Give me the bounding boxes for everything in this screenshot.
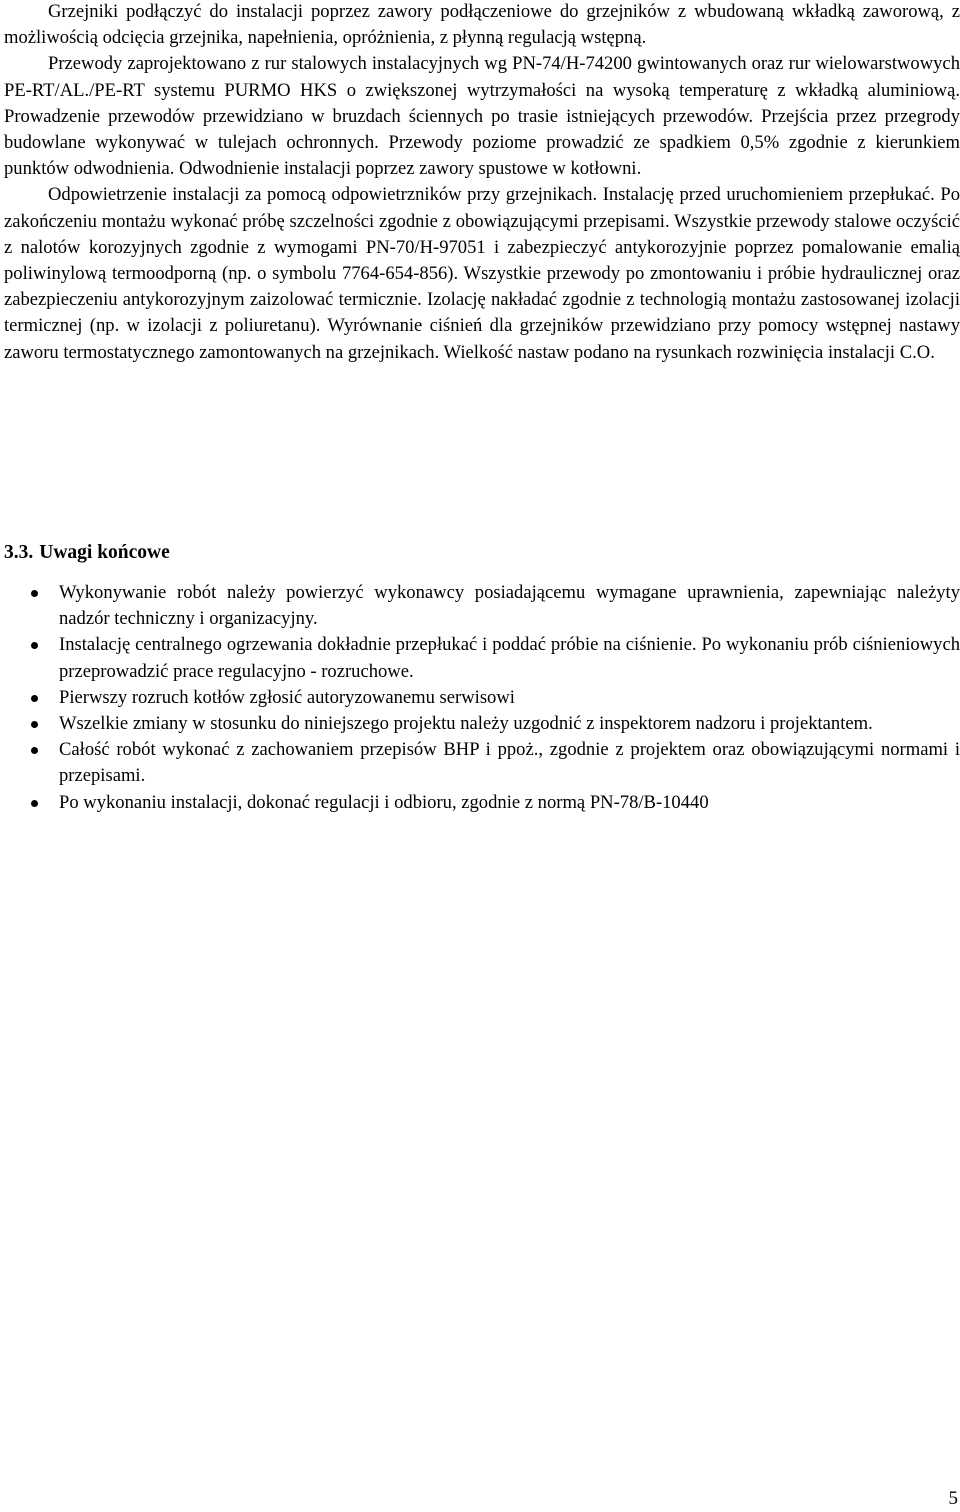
paragraph-piping: Przewody zaprojektowano z rur stalowych instalacyjnych wg PN-74/H-74200 gwintowanych oraz rur wielowarstwowych PE-RT/AL./PE-RT systemu PURMO HKS o zwiększonej wytrzymałości na wysoką temperaturę z wkładką aluminiową. Prowadzenie przewodów przewidziano w bruzdach ściennych po trasie istniejących przewodów. Przejścia przez przegrody budowlane wykonywać w tulejach ochronnych. Przewody poziome prowadzić ze spadkiem 0,5% zgodnie z kierunkiem punktów odwodnienia. Odwodnienie instalacji poprzez zawory spustowe w kotłowni.	[4, 53, 960, 180]
list-item	[4, 685, 960, 711]
bullet-icon	[31, 642, 38, 649]
list-item	[4, 632, 960, 684]
final-remarks-list	[4, 580, 960, 816]
bullet-icon	[31, 695, 38, 702]
list-item	[4, 737, 960, 789]
section-heading	[4, 540, 170, 566]
bullet-icon	[31, 747, 38, 754]
document-page	[4, 0, 958, 1512]
page-number: 5	[948, 1488, 958, 1509]
list-item	[4, 711, 960, 737]
list-item-text: Pierwszy rozruch kotłów zgłosić autoryzowanemu serwisowi	[59, 686, 515, 708]
list-item-text: Wszelkie zmiany w stosunku do niniejszego projektu należy uzgodnić z inspektorem nadzoru i projektantem.	[59, 713, 873, 735]
list-item-text: Wykonywanie robót należy powierzyć wykonawcy posiadającemu wymagane uprawnienia, zapewniając należyty nadzór techniczny i organizacyjny.	[59, 582, 960, 630]
list-item-text: Instalację centralnego ogrzewania dokładnie przepłukać i poddać próbie na ciśnienie. Po wykonaniu prób ciśnieniowych przeprowadzić prace regulacyjno - rozruchowe.	[59, 634, 960, 682]
section-title: Uwagi końcowe	[39, 542, 170, 563]
paragraph-radiator-connection: Grzejniki podłączyć do instalacji poprzez zawory podłączeniowe do grzejników z wbudowaną wkładką zaworową, z możliwością odcięcia grzejnika, napełnienia, opróżnienia, z płynną regulacją wstępną.	[4, 1, 960, 49]
body-paragraphs	[4, 0, 960, 366]
bullet-icon	[31, 721, 38, 728]
list-item-text: Po wykonaniu instalacji, dokonać regulacji i odbioru, zgodnie z normą PN-78/B-10440	[59, 791, 709, 813]
paragraph-venting-insulation: Odpowietrzenie instalacji za pomocą odpowietrzników przy grzejnikach. Instalację przed uruchomieniem przepłukać. Po zakończeniu montażu wykonać próbę szczelności zgodnie z obowiązującymi przepisami. Wszystkie przewody stalowe oczyścić z nalotów korozyjnych zgodnie z wymogami PN-70/H-97051 i zabezpieczyć antykorozyjnie poprzez pomalowanie emalią poliwinylową termoodporną (np. o symbolu 7764-654-856). Wszystkie przewody po zmontowaniu i próbie hydraulicznej oraz zabezpieczeniu antykorozyjnym zaizolować termicznie. Izolację nakładać zgodnie z technologią montażu zastosowanej izolacji termicznej (np. w izolacji z poliuretanu). Wyrównanie ciśnień dla grzejników przewidziano przy pomocy wstępnej nastawy zaworu termostatycznego zamontowanych na grzejnikach. Wielkość nastaw podano na rysunkach rozwinięcia instalacji C.O.	[4, 184, 960, 363]
list-item-text: Całość robót wykonać z zachowaniem przepisów BHP i ppoż., zgodnie z projektem oraz obowiązującymi normami i przepisami.	[59, 739, 960, 787]
section-number: 3.3.	[4, 542, 34, 563]
list-item	[4, 790, 960, 816]
bullet-icon	[31, 800, 38, 807]
list-item	[4, 580, 960, 632]
bullet-icon	[31, 590, 38, 597]
